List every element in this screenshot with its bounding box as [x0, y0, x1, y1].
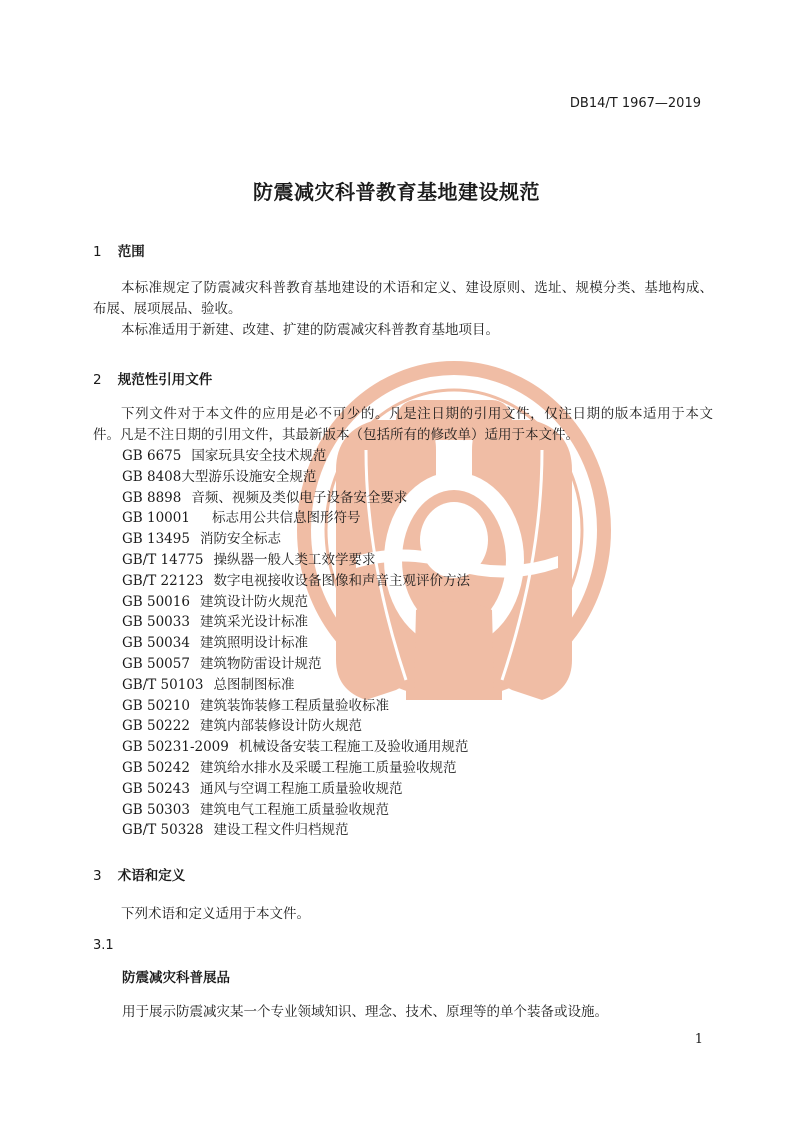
reference-title: 国家玩具安全技术规范	[191, 448, 327, 464]
section-body	[93, 904, 713, 925]
list-item	[122, 550, 470, 571]
list-item	[122, 654, 470, 675]
list-item	[122, 800, 470, 821]
reference-code: GB/T 22123	[122, 572, 204, 589]
section-title: 术语和定义	[117, 868, 186, 884]
section-heading	[93, 864, 185, 884]
list-item	[122, 488, 470, 509]
reference-code: GB 6675	[122, 448, 182, 464]
reference-title: 建筑照明设计标准	[199, 635, 308, 652]
reference-code: GB 8898	[122, 489, 182, 506]
reference-title: 通风与空调工程施工质量验收规范	[199, 780, 403, 797]
reference-code: GB 50034	[122, 635, 190, 652]
reference-title: 建筑采光设计标准	[199, 614, 308, 631]
list-item	[122, 592, 470, 613]
list-item	[122, 696, 470, 717]
list-item	[122, 508, 470, 529]
reference-code: GB 50016	[122, 593, 190, 610]
reference-title: 操纵器一般人类工效学要求	[213, 551, 376, 568]
reference-code: GB 50210	[122, 697, 190, 714]
reference-code: GB/T 14775	[122, 551, 204, 568]
list-item	[122, 571, 470, 592]
list-item	[122, 467, 470, 488]
section-number: 1	[93, 244, 102, 260]
reference-title: 建筑电气工程施工质量验收规范	[199, 801, 389, 818]
section-heading	[93, 368, 212, 388]
list-item	[122, 820, 470, 841]
reference-code: GB 50222	[122, 718, 190, 735]
reference-title: 消防安全标志	[199, 531, 281, 548]
term-name: 防震减灾科普展品	[122, 970, 230, 986]
section-heading	[93, 240, 145, 260]
list-item	[122, 529, 470, 550]
reference-code: GB 50057	[122, 655, 190, 672]
section-title: 规范性引用文件	[117, 372, 213, 388]
reference-title: 建筑装饰装修工程质量验收标准	[199, 697, 389, 714]
reference-title: 数字电视接收设备图像和声音主观评价方法	[213, 572, 470, 589]
section-title: 范围	[117, 244, 145, 260]
reference-title: 建筑给水排水及采暖工程施工质量验收规范	[199, 759, 457, 776]
reference-code: GB 13495	[122, 531, 190, 548]
reference-code: GB 50303	[122, 801, 190, 818]
term-definition: 用于展示防震减灾某一个专业领域知识、理念、技术、原理等的单个装备或设施。	[122, 1004, 608, 1020]
reference-code: GB 50033	[122, 614, 190, 631]
list-item	[122, 675, 470, 696]
reference-code: GB 50231-2009	[122, 739, 229, 756]
reference-code: GB 8408	[122, 468, 182, 485]
reference-title: 建筑物防雷设计规范	[199, 655, 322, 672]
section-number: 3	[93, 868, 102, 884]
list-item	[122, 446, 470, 467]
document-code: DB14/T 1967—2019	[569, 96, 701, 111]
reference-title: 大型游乐设施安全规范	[181, 468, 317, 485]
reference-title: 建筑设计防火规范	[199, 593, 308, 610]
paragraph: 本标准适用于新建、改建、扩建的防震减灾科普教育基地项目。	[121, 322, 499, 338]
list-item	[122, 716, 470, 737]
reference-title: 标志用公共信息图形符号	[211, 510, 361, 527]
reference-title: 建筑内部装修设计防火规范	[199, 718, 362, 735]
section-number: 2	[93, 372, 102, 388]
page-number: 1	[694, 1032, 703, 1047]
reference-code: GB/T 50328	[122, 822, 204, 839]
reference-code: GB 10001	[122, 510, 190, 527]
reference-code: GB 50242	[122, 759, 190, 776]
paragraph: 下列文件对于本文件的应用是必不可少的。凡是注日期的引用文件，仅注日期的版本适用于本文件。凡是不注日期的引用文件，其最新版本（包括所有的修改单）适用于本文件。	[93, 406, 713, 443]
paragraph: 本标准规定了防震减灾科普教育基地建设的术语和定义、建设原则、选址、规模分类、基地构成、布展、展项展品、验收。	[93, 280, 713, 317]
reference-title: 总图制图标准	[213, 676, 295, 693]
reference-title: 音频、视频及类似电子设备安全要求	[191, 489, 408, 506]
list-item	[122, 737, 470, 758]
list-item	[122, 779, 470, 800]
document-title: 防震减灾科普教育基地建设规范	[253, 180, 540, 204]
list-item	[122, 633, 470, 654]
section-body	[93, 404, 713, 446]
reference-list	[122, 446, 470, 841]
list-item	[122, 758, 470, 779]
term-number: 3.1	[93, 938, 114, 953]
reference-title: 建设工程文件归档规范	[213, 822, 349, 839]
reference-code: GB 50243	[122, 780, 190, 797]
paragraph: 下列术语和定义适用于本文件。	[121, 906, 310, 922]
reference-code: GB/T 50103	[122, 676, 204, 693]
reference-title: 机械设备安装工程施工及验收通用规范	[238, 739, 469, 756]
list-item	[122, 612, 470, 633]
section-body	[93, 278, 713, 341]
